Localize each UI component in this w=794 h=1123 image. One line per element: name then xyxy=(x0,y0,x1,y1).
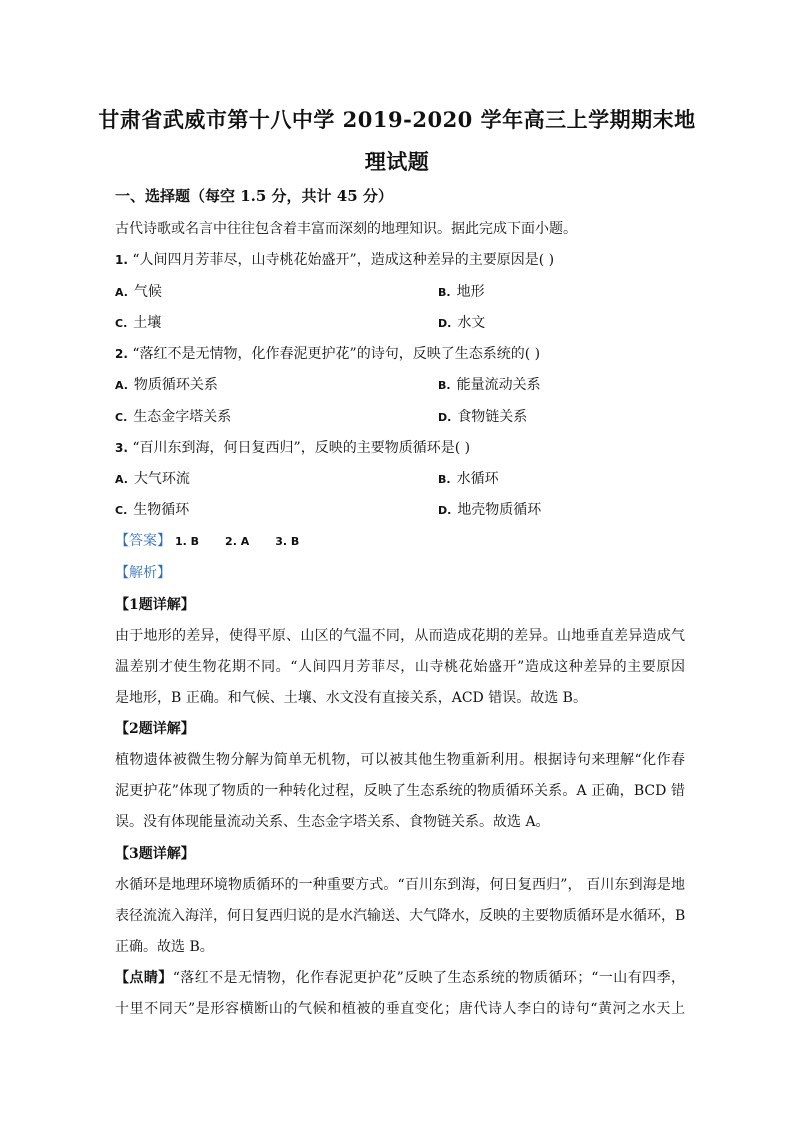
detail-1-heading: 【1题详解】 xyxy=(115,597,195,613)
section-heading: 一、选择题（每空 1.5 分，共计 45 分） xyxy=(115,187,393,205)
detail-3-line: 表径流流入海洋，何日复西归说的是水汽输送、大气降水，反映的主要物质循环是水循环，B xyxy=(115,908,686,924)
q3-option-c: C. 生物循环 xyxy=(115,502,190,518)
q3-option-a: A. 大气环流 xyxy=(115,471,190,487)
question-number: 2. xyxy=(115,347,128,361)
tip-line-1 xyxy=(115,967,685,987)
detail-2-line: 误。没有体现能量流动关系、生态金字塔关系、食物链关系。故选 A。 xyxy=(115,814,550,830)
question-2 xyxy=(115,343,685,363)
detail-2-heading: 【2题详解】 xyxy=(115,721,195,737)
q2-option-b: B. 能量流动关系 xyxy=(438,377,541,393)
answer-item: 2. A xyxy=(225,535,250,548)
detail-1-line: 是地形，B 正确。和气候、土壤、水文没有直接关系，ACD 错误。故选 B。 xyxy=(115,690,587,706)
question-number: 3. xyxy=(115,441,128,455)
question-1 xyxy=(115,249,685,269)
document-title-line1: 甘肃省武威市第十八中学 2019-2020 学年高三上学期期末地 xyxy=(98,107,696,132)
question-number: 1. xyxy=(115,253,128,267)
question-text: “落红不是无情物，化作春泥更护花”的诗句，反映了生态系统的( ) xyxy=(132,346,541,362)
q2-option-a: A. 物质循环关系 xyxy=(115,377,218,393)
detail-2-line: 植物遗体被微生物分解为简单无机物，可以被其他生物重新利用。根据诗句来理解“化作春 xyxy=(115,752,685,768)
q2-option-c: C. 生态金字塔关系 xyxy=(115,409,232,425)
detail-3-line: 正确。故选 B。 xyxy=(115,939,214,955)
q1-option-d: D. 水文 xyxy=(438,315,486,331)
q1-option-a: A. 气候 xyxy=(115,284,162,300)
document-title-line2: 理试题 xyxy=(364,149,430,174)
q3-option-b: B. 水循环 xyxy=(438,471,499,487)
analysis-label: 【解析】 xyxy=(115,565,171,581)
detail-3-heading: 【3题详解】 xyxy=(115,846,195,862)
q1-option-b: B. 地形 xyxy=(438,284,485,300)
tip-text: “落红不是无情物，化作春泥更护花”反映了生态系统的物质循环；“一山有四季， xyxy=(172,970,685,986)
q2-option-d: D. 食物链关系 xyxy=(438,409,528,425)
answer-label: 【答案】 xyxy=(115,533,171,549)
detail-1-line: 温差别才使生物花期不同。“人间四月芳菲尽，山寺桃花始盛开”造成这种差异的主要原因 xyxy=(115,659,685,675)
answer-item: 1. B xyxy=(175,535,200,548)
detail-3-line: 水循环是地理环境物质循环的一种重要方式。“百川东到海，何日复西归”， 百川东到海是地 xyxy=(115,877,685,893)
question-3 xyxy=(115,437,685,457)
question-intro: 古代诗歌或名言中往往包含着丰富而深刻的地理知识。据此完成下面小题。 xyxy=(115,221,577,237)
question-text: “人间四月芳菲尽，山寺桃花始盛开”，造成这种差异的主要原因是( ) xyxy=(132,252,555,268)
tip-label: 【点睛】 xyxy=(115,970,173,986)
detail-1-line: 由于地形的差异，使得平原、山区的气温不同，从而造成花期的差异。山地垂直差异造成气 xyxy=(115,628,685,644)
answer-line xyxy=(115,530,685,550)
q3-option-d: D. 地壳物质循环 xyxy=(438,502,542,518)
answer-item: 3. B xyxy=(275,535,300,548)
question-text: “百川东到海，何日复西归”，反映的主要物质循环是( ) xyxy=(132,440,471,456)
detail-2-line: 泥更护花”体现了物质的一种转化过程，反映了生态系统的物质循环关系。A 正确，BCD 错 xyxy=(115,783,685,799)
tip-line-2: 十里不同天”是形容横断山的气候和植被的垂直变化；唐代诗人李白的诗句“黄河之水天上 xyxy=(115,1001,685,1017)
q1-option-c: C. 土壤 xyxy=(115,315,162,331)
